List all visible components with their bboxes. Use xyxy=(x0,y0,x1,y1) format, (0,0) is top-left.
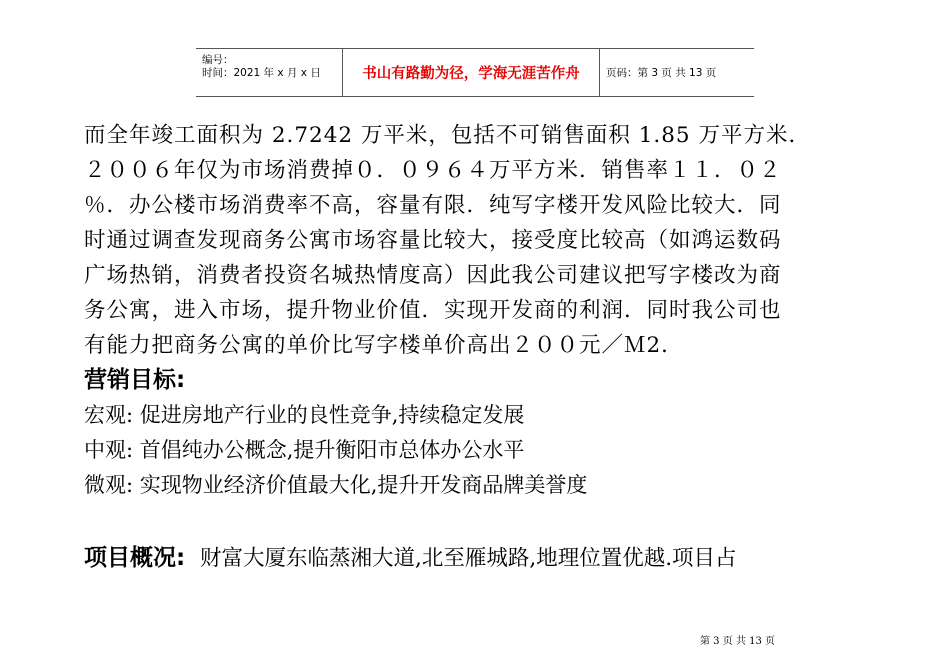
header-motto: 书山有路勤为径，学海无涯苦作舟 xyxy=(342,49,600,96)
marketing-item-macro: 宏观: 促进房地产行业的良性竞争,持续稳定发展 xyxy=(84,403,525,427)
overview-heading: 项目概况: xyxy=(84,545,186,571)
marketing-item-meso: 中观: 首倡纯办公概念,提升衡阳市总体办公水平 xyxy=(84,438,525,462)
paragraph-line: 有能力把商务公寓的单价比写字楼单价高出２００元／Ｍ2． xyxy=(84,333,684,358)
page-header xyxy=(196,48,754,97)
header-meta xyxy=(196,49,342,96)
document-date-label: 时间：2021 年 x 月 x 日 xyxy=(202,67,321,79)
marketing-item-micro: 微观: 实现物业经济价值最大化,提升开发商品牌美誉度 xyxy=(84,473,588,497)
paragraph-line: 而全年竣工面积为 2.7242 万平米，包括不可销售面积 1.85 万平方米． xyxy=(84,123,811,148)
document-number-label: 编号： xyxy=(202,54,234,66)
paragraph-line: 时通过调查发现商务公寓市场容量比较大，接受度比较高（如鸿运数码 xyxy=(84,228,782,253)
header-page-number: 页码：第 3 页 共 13 页 xyxy=(606,67,717,79)
paragraph-line: ％．办公楼市场消费率不高，容量有限．纯写字楼开发风险比较大．同 xyxy=(84,193,782,218)
marketing-heading: 营销目标: xyxy=(84,367,186,393)
page-footer: 第 3 页 共 13 页 xyxy=(700,636,775,647)
paragraph-line: 务公寓，进入市场，提升物业价值．实现开发商的利润．同时我公司也 xyxy=(84,298,782,323)
overview-section xyxy=(84,539,737,572)
paragraph-line: ２００６年仅为市场消费掉０．０９６４万平方米．销售率１１．０２ xyxy=(84,158,782,183)
body-paragraph xyxy=(84,118,874,363)
paragraph-line: 广场热销，消费者投资名城热情度高）因此我公司建议把写字楼改为商 xyxy=(84,263,782,288)
overview-text: 财富大厦东临蒸湘大道,北至雁城路,地理位置优越.项目占 xyxy=(200,546,737,571)
marketing-section xyxy=(84,362,874,503)
